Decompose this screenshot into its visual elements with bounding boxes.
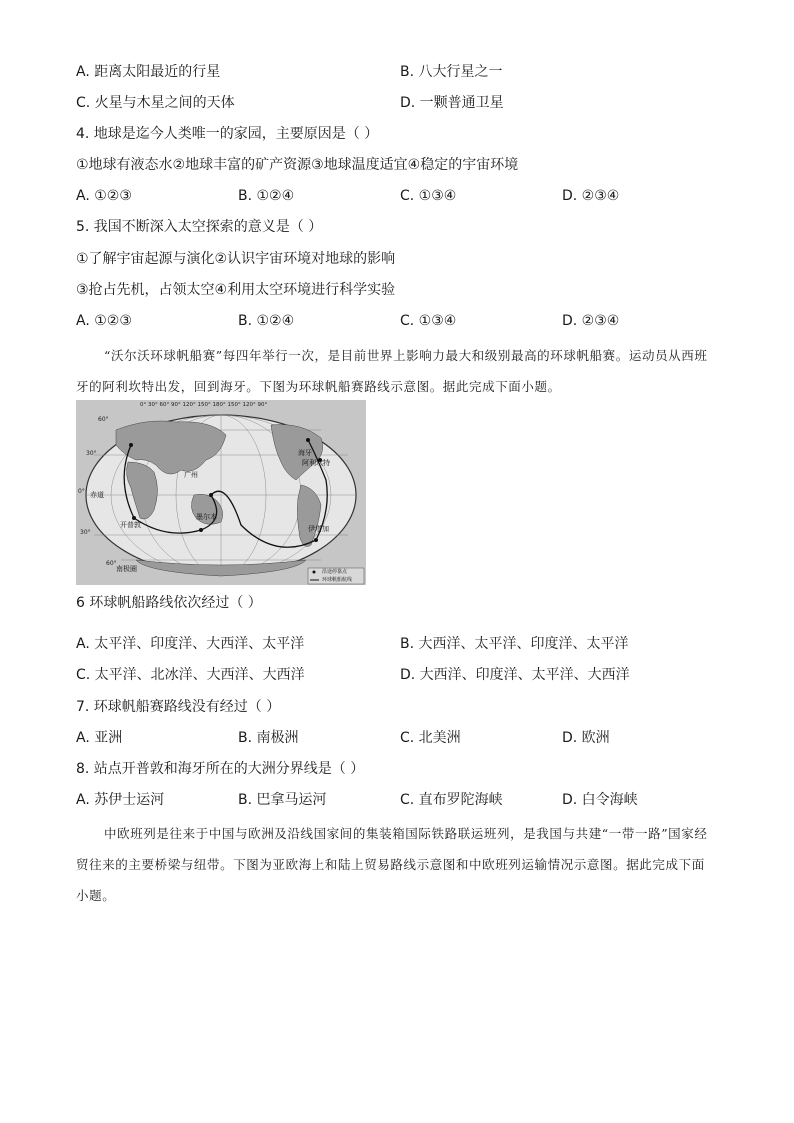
passage-sailing-race: “沃尔沃环球帆船赛”每四年举行一次，是目前世界上影响力最大和级别最高的环球帆船赛。运动员从西班牙的阿利坎特出发，回到海牙。下图为环球帆船赛路线示意图。据此完成下面小题。: [76, 348, 708, 394]
q6-option-d[interactable]: D. 大西洋、印度洋、太平洋、大西洋: [400, 667, 630, 683]
map-label-melbourne: 墨尔本: [196, 513, 217, 521]
q5-option-a[interactable]: A. ①②③: [76, 313, 132, 329]
q6-option-c[interactable]: C. 太平洋、北冰洋、大西洋、大西洋: [76, 667, 305, 683]
map-label-60s: 60°: [106, 560, 117, 567]
q3-option-c[interactable]: C. 火星与木星之间的天体: [76, 95, 235, 111]
q7-option-c[interactable]: C. 北美洲: [400, 730, 461, 746]
q6-option-a[interactable]: A. 太平洋、印度洋、大西洋、太平洋: [76, 636, 305, 652]
q3-option-d[interactable]: D. 一颗普通卫星: [400, 95, 504, 111]
q4-option-b[interactable]: B. ①②④: [238, 188, 295, 204]
q3-option-a[interactable]: A. 距离太阳最近的行星: [76, 64, 221, 80]
sailing-route-map: [76, 400, 366, 585]
q8-stem: 8. 站点开普敦和海牙所在的大洲分界线是（ ）: [76, 761, 365, 777]
map-legend-route: 环球帆船航线: [322, 577, 353, 583]
q5-option-d[interactable]: D. ②③④: [562, 313, 620, 329]
q5-option-b[interactable]: B. ①②④: [238, 313, 295, 329]
map-label-lon-top: 0° 30° 60° 90° 120° 150° 180° 150° 120° 90°: [140, 402, 268, 408]
q5-stem: 5. 我国不断深入太空探索的意义是（ ）: [76, 219, 323, 235]
q3-option-b[interactable]: B. 八大行星之一: [400, 64, 503, 80]
passage-china-europe-railway: 中欧班列是往来于中国与欧洲及沿线国家间的集装箱国际铁路联运班列，是我国与共建“一带一路”国家经贸往来的主要桥梁与纽带。下图为亚欧海上和陆上贸易路线示意图和中欧班列运输情况示意图。据此完成下面小题。: [76, 826, 708, 903]
map-label-guangzhou: 广州: [184, 471, 198, 479]
q4-option-a[interactable]: A. ①②③: [76, 188, 132, 204]
map-label-equator: 赤道: [90, 491, 104, 499]
q7-option-a[interactable]: A. 亚洲: [76, 730, 123, 746]
q4-statements: ①地球有液态水②地球丰富的矿产资源③地球温度适宜④稳定的宇宙环境: [76, 157, 519, 173]
q5-option-c[interactable]: C. ①③④: [400, 313, 457, 329]
map-legend-stop: 沿途停靠点: [322, 569, 348, 575]
map-label-capetown: 开普敦: [120, 521, 141, 529]
map-label-30s: 30°: [80, 529, 91, 536]
q8-option-d[interactable]: D. 白令海峡: [562, 792, 638, 808]
q4-option-d[interactable]: D. ②③④: [562, 188, 620, 204]
map-label-itajai: 伊塔加: [308, 525, 329, 533]
map-label-0: 0°: [78, 488, 85, 495]
q5-statement-1: ①了解宇宙起源与演化②认识宇宙环境对地球的影响: [76, 251, 396, 267]
q7-option-d[interactable]: D. 欧洲: [562, 730, 610, 746]
q6-stem: 6 环球帆船路线依次经过（ ）: [76, 595, 262, 611]
map-label-hague: 海牙: [298, 449, 312, 457]
q5-statement-2: ③抢占先机，占领太空④利用太空环境进行科学实验: [76, 282, 396, 298]
map-label-antarctic-circle: 南极圈: [116, 565, 137, 573]
q6-option-b[interactable]: B. 大西洋、太平洋、印度洋、太平洋: [400, 636, 629, 652]
q8-option-c[interactable]: C. 直布罗陀海峡: [400, 792, 503, 808]
q4-option-c[interactable]: C. ①③④: [400, 188, 457, 204]
map-label-60n: 60°: [98, 416, 109, 423]
map-label-30n: 30°: [86, 450, 97, 457]
q8-option-b[interactable]: B. 巴拿马运河: [238, 792, 327, 808]
q8-option-a[interactable]: A. 苏伊士运河: [76, 792, 165, 808]
q7-stem: 7. 环球帆船赛路线没有经过（ ）: [76, 699, 281, 715]
q4-stem: 4. 地球是迄今人类唯一的家园，主要原因是（ ）: [76, 126, 379, 142]
q7-option-b[interactable]: B. 南极洲: [238, 730, 299, 746]
map-label-alicante: 阿利坎特: [302, 459, 330, 467]
